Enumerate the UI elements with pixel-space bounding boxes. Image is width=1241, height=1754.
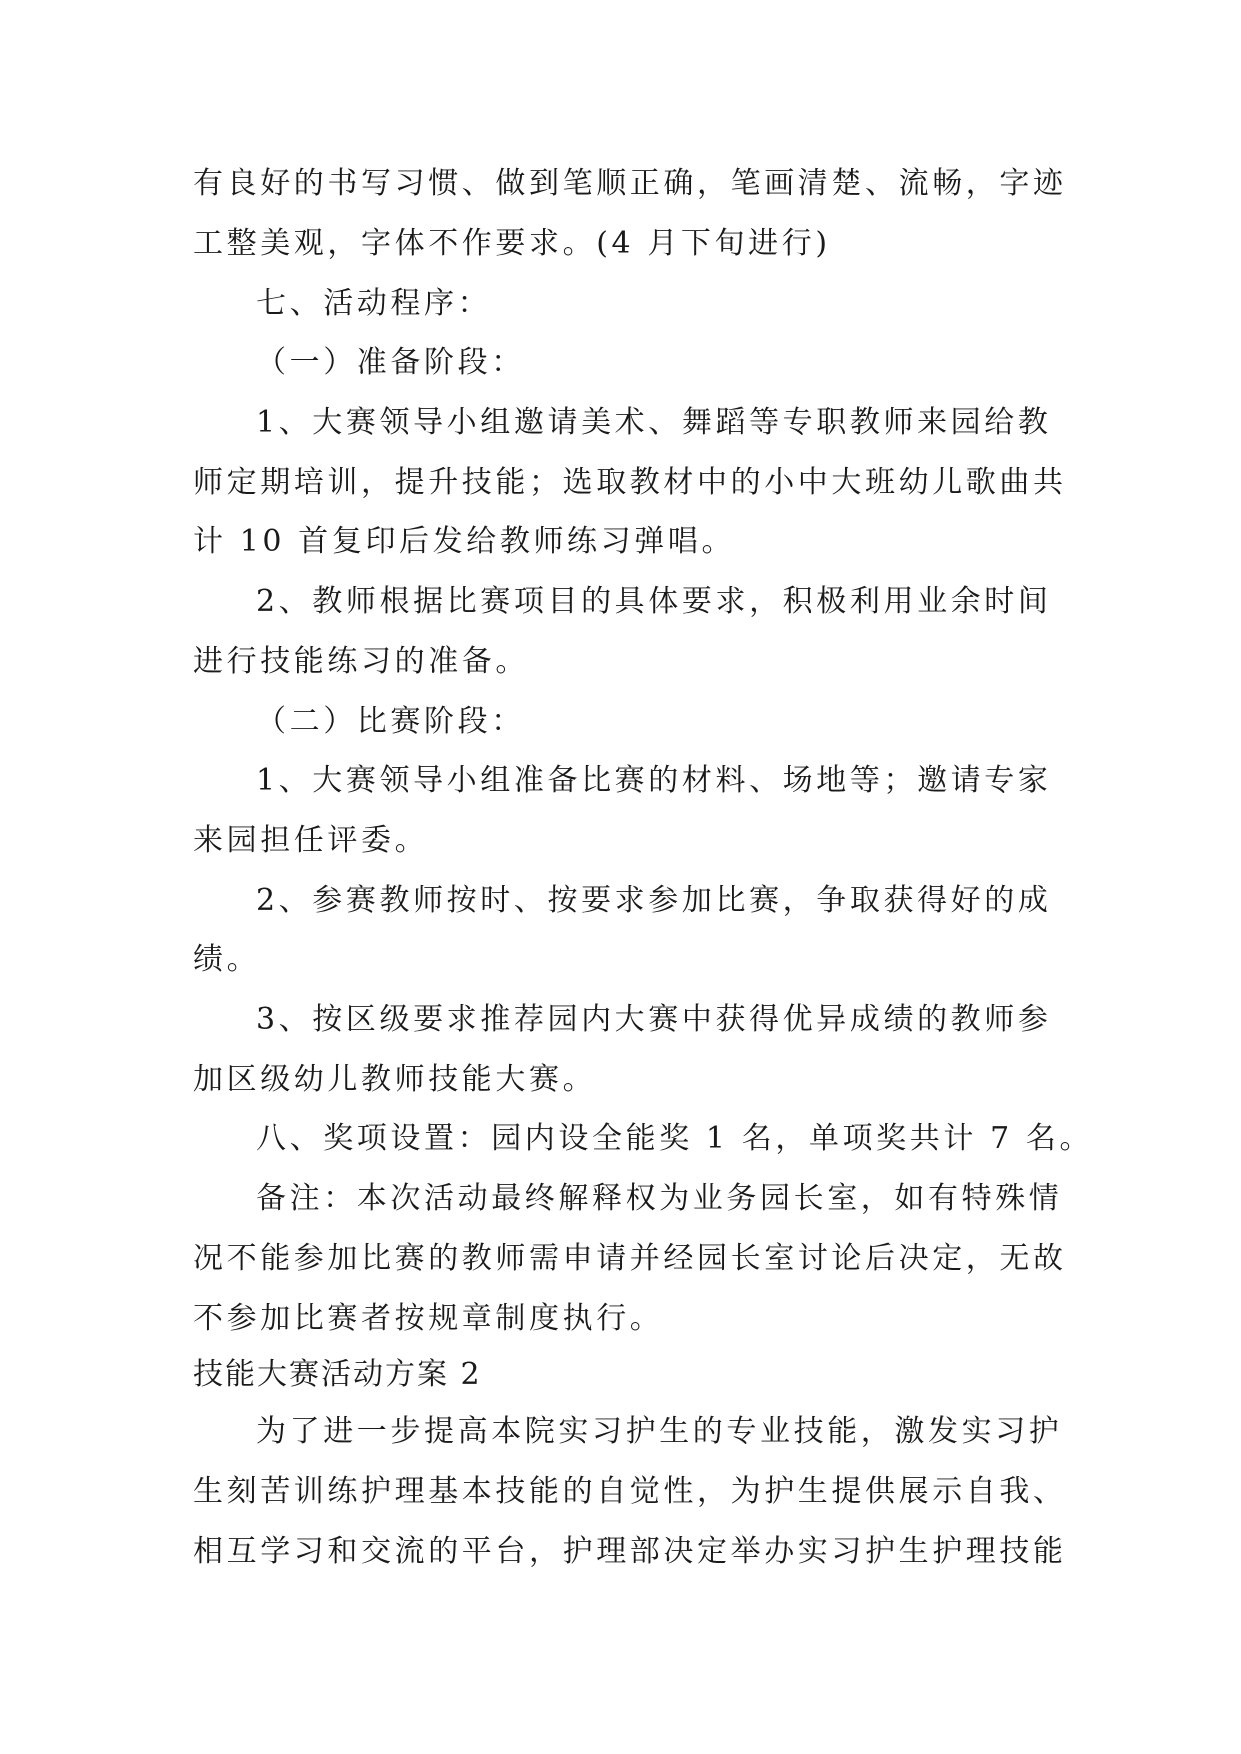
body-text-line: 绩。 (193, 942, 261, 977)
body-text-line: 况不能参加比赛的教师需申请并经园长室讨论后决定，无故 (193, 1241, 1067, 1276)
document-title: 技能大赛活动方案 2 (193, 1357, 482, 1392)
section-heading: 七、活动程序： (256, 286, 492, 321)
body-text-line: 备注：本次活动最终解释权为业务园长室，如有特殊情 (256, 1181, 1063, 1216)
subsection-heading: （二）比赛阶段： (256, 704, 525, 739)
body-text-line: 计 10 首复印后发给教师练习弹唱。 (193, 524, 736, 559)
body-text-line: 1、大赛领导小组邀请美术、舞蹈等专职教师来园给教 (256, 405, 1052, 440)
body-text-line: 进行技能练习的准备。 (193, 644, 529, 679)
body-text-line: 3、按区级要求推荐园内大赛中获得优异成绩的教师参 (256, 1002, 1052, 1037)
body-text-line: 加区级幼儿教师技能大赛。 (193, 1062, 597, 1097)
subsection-heading: （一）准备阶段： (256, 345, 525, 380)
body-text-line: 来园担任评委。 (193, 823, 429, 858)
body-text-line: 不参加比赛者按规章制度执行。 (193, 1301, 664, 1336)
body-text-line: 相互学习和交流的平台，护理部决定举办实习护生护理技能 (193, 1534, 1067, 1569)
section-heading: 八、奖项设置：园内设全能奖 1 名，单项奖共计 7 名。 (256, 1121, 1094, 1156)
body-text-line: 生刻苦训练护理基本技能的自觉性，为护生提供展示自我、 (193, 1474, 1067, 1509)
body-text-line: 师定期培训，提升技能；选取教材中的小中大班幼儿歌曲共 (193, 465, 1067, 500)
body-text-line: 1、大赛领导小组准备比赛的材料、场地等；邀请专家 (256, 763, 1052, 798)
body-text-line: 2、教师根据比赛项目的具体要求，积极利用业余时间 (256, 584, 1052, 619)
body-text-line: 工整美观，字体不作要求。(4 月下旬进行) (193, 226, 831, 261)
body-text-line: 2、参赛教师按时、按要求参加比赛，争取获得好的成 (256, 883, 1052, 918)
body-text-line: 为了进一步提高本院实习护生的专业技能，激发实习护 (256, 1414, 1063, 1449)
body-text-line: 有良好的书写习惯、做到笔顺正确，笔画清楚、流畅，字迹 (193, 166, 1067, 201)
